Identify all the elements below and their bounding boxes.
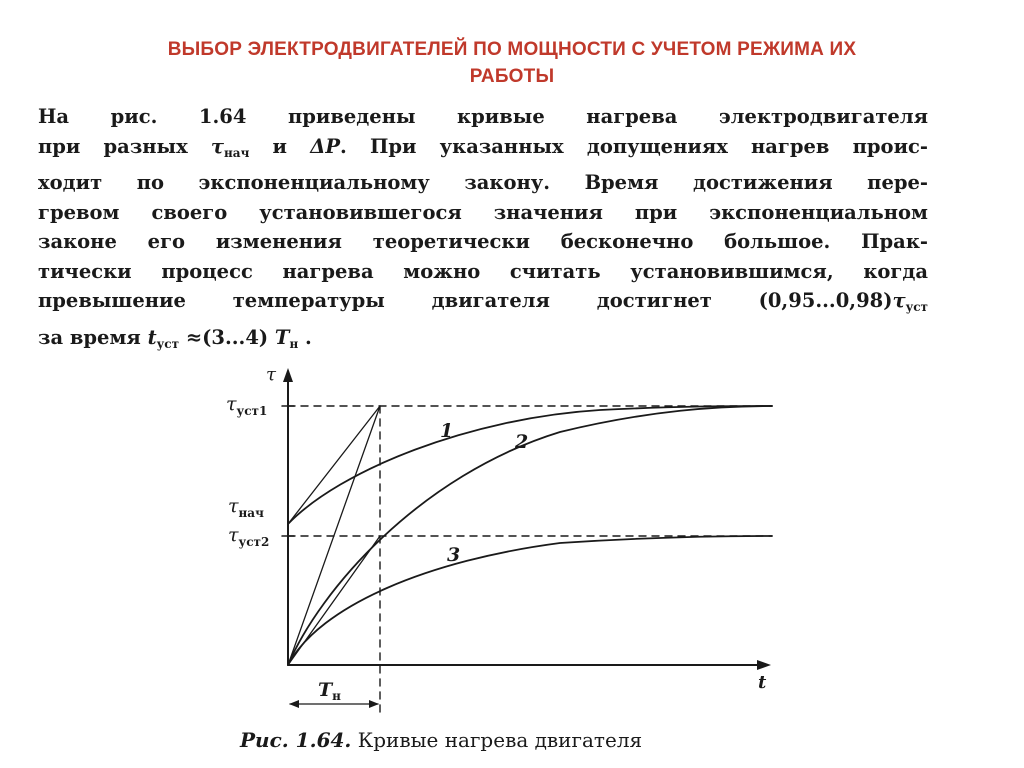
tangent-line-1 bbox=[288, 406, 380, 524]
heating-curve-3 bbox=[288, 536, 772, 665]
time-constant-arrow-left bbox=[289, 700, 299, 708]
text-line-5: законе его изменения теоретически бесконечно большое. Прак- bbox=[38, 230, 928, 253]
tau-ust2-label: $\tau_{уст2}$ bbox=[228, 524, 270, 549]
time-constant-arrow-right bbox=[369, 700, 379, 708]
figure-caption-text: Кривые нагрева двигателя bbox=[351, 728, 643, 752]
text-line-6: тически процесс нагрева можно считать установившимся, когда bbox=[38, 259, 928, 283]
y-axis-label: τ bbox=[266, 364, 276, 385]
text-line-8: за время $t_{уст} \approx(3...4)$ $T_н$ . bbox=[38, 325, 312, 351]
time-constant-label: $T_н$ bbox=[318, 679, 341, 703]
text-line-2: при разных $\tau_{нач}$ и ΔP. При указанных допущениях нагрев проис- bbox=[38, 134, 928, 160]
text-line-7: превышение температуры двигателя достигнет $(0,95...0,98)\tau_{уст}$ bbox=[38, 289, 928, 314]
heating-curve-1 bbox=[288, 406, 772, 524]
x-axis-label: t bbox=[758, 672, 767, 693]
slide-title-line-1: ВЫБОР ЭЛЕКТРОДВИГАТЕЛЕЙ ПО МОЩНОСТИ С УЧЕТОМ РЕЖИМА ИХ bbox=[167, 39, 857, 60]
text-line-3: ходит по экспоненциальному закону. Время достижения пере- bbox=[38, 171, 928, 194]
tau-ust1-label: $\tau_{уст1}$ bbox=[226, 393, 268, 418]
text-line-4: гревом своего установившегося значения при экспоненциальном bbox=[38, 200, 928, 224]
curve-label-3: 3 bbox=[447, 544, 461, 566]
x-axis-arrow bbox=[757, 660, 771, 670]
y-axis-arrow bbox=[283, 368, 293, 382]
tau-nach-label: $\tau_{нач}$ bbox=[228, 495, 264, 520]
text-line-1: На рис. 1.64 приведены кривые нагрева электродвигателя bbox=[38, 105, 928, 128]
heating-curve-2 bbox=[288, 406, 772, 665]
curve-label-1: 1 bbox=[440, 420, 454, 442]
slide-title-line-2: РАБОТЫ bbox=[469, 66, 555, 87]
figure-caption-number: Рис. 1.64. bbox=[240, 728, 352, 752]
curve-label-2: 2 bbox=[515, 431, 529, 453]
figure-caption bbox=[240, 728, 800, 752]
